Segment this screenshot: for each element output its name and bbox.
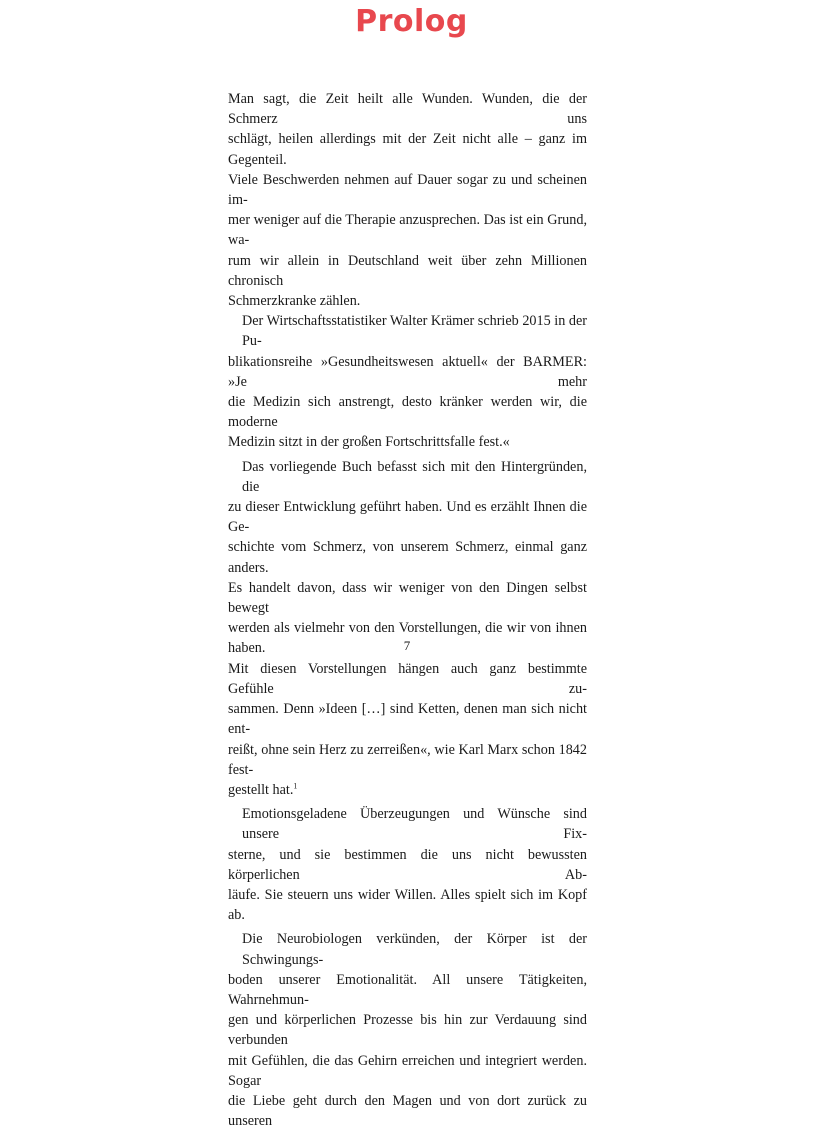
text-line: zu dieser Entwicklung geführt haben. Und es erzählt Ihnen die Ge- bbox=[228, 499, 587, 536]
text-line: Man sagt, die Zeit heilt alle Wunden. Wunden, die der Schmerz uns bbox=[228, 91, 587, 128]
text-line: die Liebe geht durch den Magen und von dort zurück zu unseren bbox=[228, 1092, 587, 1130]
text-line: Das vorliegende Buch befasst sich mit den Hintergründen, die bbox=[242, 458, 587, 495]
page-number: 7 bbox=[403, 638, 411, 653]
text-line: Es handelt davon, dass wir weniger von den Dingen selbst bewegt bbox=[228, 579, 587, 617]
text-line: läufe. Sie steuern uns wider Willen. Alles spielt sich im Kopf ab. bbox=[228, 886, 587, 924]
text-line: Emotionsgeladene Überzeugungen und Wünsche sind unsere Fix- bbox=[242, 806, 587, 843]
text-line: blikationsreihe »Gesundheitswesen aktuell« der BARMER: »Je mehr bbox=[228, 353, 587, 390]
text-line: Der Wirtschaftsstatistiker Walter Krämer schrieb 2015 in der Pu- bbox=[242, 313, 587, 350]
text-line: schichte vom Schmerz, von unserem Schmerz, einmal ganz anders. bbox=[228, 539, 587, 576]
text-line: mer weniger auf die Therapie anzusprechen. Das ist ein Grund, wa- bbox=[228, 212, 587, 249]
text-line: werden als vielmehr von den Vorstellungen, die wir von ihnen haben. bbox=[228, 620, 587, 657]
text-line: Medizin sitzt in der großen Fortschrittsfalle fest.« bbox=[228, 434, 510, 451]
text-line: Die Neurobiologen verkünden, der Körper ist der Schwingungs- bbox=[242, 931, 587, 968]
text-line-content: gestellt hat. bbox=[228, 781, 294, 798]
text-line: sammen. Denn »Ideen […] sind Ketten, denen man sich nicht ent- bbox=[228, 701, 587, 738]
text-line: boden unserer Emotionalität. All unsere Tätigkeiten, Wahrnehmun- bbox=[228, 971, 587, 1008]
text-line: die Medizin sich anstrengt, desto kränker werden wir, die moderne bbox=[228, 394, 587, 431]
text-line: rum wir allein in Deutschland weit über zehn Millionen chronisch bbox=[228, 252, 587, 289]
text-line: Mit diesen Vorstellungen hängen auch ganz bestimmte Gefühle zu- bbox=[228, 660, 587, 697]
text-line bbox=[228, 780, 587, 800]
footnote-marker: 1 bbox=[293, 781, 298, 791]
chapter-title: Prolog bbox=[355, 4, 468, 39]
text-line: Schmerzkranke zählen. bbox=[228, 293, 361, 310]
body-text bbox=[228, 89, 587, 1131]
text-line: mit Gefühlen, die das Gehirn erreichen und integriert werden. Sogar bbox=[228, 1052, 587, 1089]
text-line: gen und körperlichen Prozesse bis hin zur Verdauung sind verbunden bbox=[228, 1012, 587, 1049]
text-line: schlägt, heilen allerdings mit der Zeit nicht alle – ganz im Gegenteil. bbox=[228, 131, 587, 168]
text-line: reißt, ohne sein Herz zu zerreißen«, wie Karl Marx schon 1842 fest- bbox=[228, 741, 587, 778]
text-line: Viele Beschwerden nehmen auf Dauer sogar zu und scheinen im- bbox=[228, 171, 587, 209]
text-line: sterne, und sie bestimmen die uns nicht bewussten körperlichen Ab- bbox=[228, 846, 587, 883]
